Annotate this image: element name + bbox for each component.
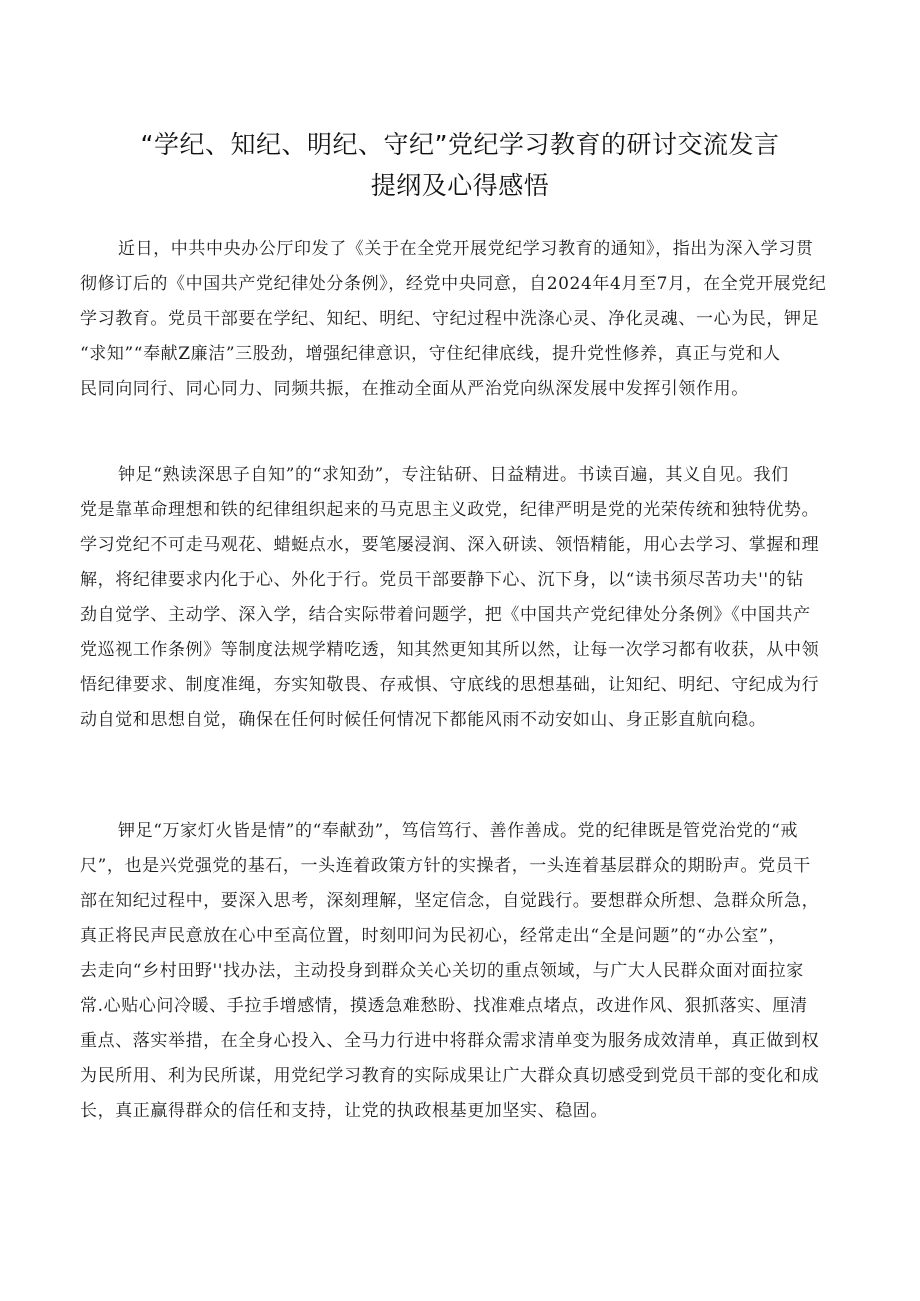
- title-line-1: “学纪、知纪、明纪、守纪”党纪学习教育的研讨交流发言: [140, 130, 780, 159]
- paragraph-line: 劲自觉学、主动学、深入学，结合实际带着问题学，把《中国共产党纪律处分条例》《中国共产: [80, 605, 811, 625]
- paragraph-line: 真正将民声民意放在心中至高位置，时刻叩问为民初心，经常走出“全是问题”的“办公室”，: [80, 926, 786, 946]
- paragraph-line: 动自觉和思想自觉，确保在任何时候任何情况下都能风雨不动安如山、身正影直航向稳。: [80, 710, 767, 730]
- paragraph-line: 尺”，也是兴党强党的基石，一头连着政策方针的实操者，一头连着基层群众的期盼声。党员干: [80, 856, 811, 876]
- paragraph-line: 为民所用、利为民所谋，用党纪学习教育的实际成果让广大群众真切感受到党员干部的变化和成: [80, 1066, 820, 1086]
- paragraph-line: 党是靠革命理想和铁的纪律组织起来的马克思主义政党，纪律严明是党的光荣传统和独特优势。: [80, 500, 820, 520]
- paragraph-line: 党巡视工作条例》等制度法规学精吃透，知其然更知其所以然，让每一次学习都有收获，从中领: [80, 640, 820, 660]
- paragraph-line: 近日，中共中央办公厅印发了《关于在全党开展党纪学习教育的通知》，指出为深入学习贯: [118, 239, 814, 259]
- paragraph-line: 长，真正赢得群众的信任和支持，让党的执政根基更加坚实、稳固。: [80, 1101, 608, 1121]
- document-title: [0, 124, 920, 206]
- paragraph-line: 常.心贴心问冷暖、手拉手增感情，摸透急难愁盼、找准难点堵点，改进作风、狠抓落实、厘清: [80, 996, 808, 1016]
- paragraph-2: [80, 458, 850, 738]
- paragraph-line: 重点、落实举措，在全身心投入、全马力行进中将群众需求清单变为服务成效清单，真正做到权: [80, 1031, 820, 1051]
- paragraph-3: [80, 814, 850, 1129]
- paragraph-1: [80, 232, 850, 407]
- paragraph-line: 去走向“乡村田野''找办法，主动投身到群众关心关切的重点领域，与广大人民群众面对面拉家: [80, 961, 804, 981]
- paragraph-line: 解，将纪律要求内化于心、外化于行。党员干部要静下心、沉下身，以“读书须尽苦功夫''的钻: [80, 570, 804, 590]
- title-line-2: 提纲及心得感悟: [370, 171, 550, 200]
- paragraph-line: 学习教育。党员干部要在学纪、知纪、明纪、守纪过程中洗涤心灵、净化灵魂、一心为民，钾足: [80, 309, 820, 329]
- paragraph-line: “求知”“奉献Z廉洁”三股劲，增强纪律意识，守住纪律底线，提升党性修养，真正与党和人: [80, 344, 781, 364]
- paragraph-line: 学习党纪不可走马观花、蜡蜓点水，要笔屡浸润、深入研读、领悟精能，用心去学习、掌握和理: [80, 535, 820, 555]
- paragraph-line: 彻修订后的《中国共产党纪律处分条例》，经党中央同意，自2024年4月至7月，在全党开展党纪: [80, 274, 827, 294]
- paragraph-line: 悟纪律要求、制度准绳，夯实知敬畏、存戒惧、守底线的思想基础，让知纪、明纪、守纪成为行: [80, 675, 820, 695]
- paragraph-line: 民同向同行、同心同力、同频共振，在推动全面从严治党向纵深发展中发挥引领作用。: [80, 379, 749, 399]
- paragraph-line: 部在知纪过程中，要深入思考，深刻理解，坚定信念，自觉践行。要想群众所想、急群众所急，: [80, 891, 820, 911]
- paragraph-line: 钟足“熟读深思子自知”的“求知劲”，专注钻研、日益精进。书读百遍，其义自见。我们: [118, 465, 789, 485]
- paragraph-line: 钾足“万家灯火皆是情”的“奉献劲”，笃信笃行、善作善成。党的纪律既是管党治党的“戒: [118, 821, 799, 841]
